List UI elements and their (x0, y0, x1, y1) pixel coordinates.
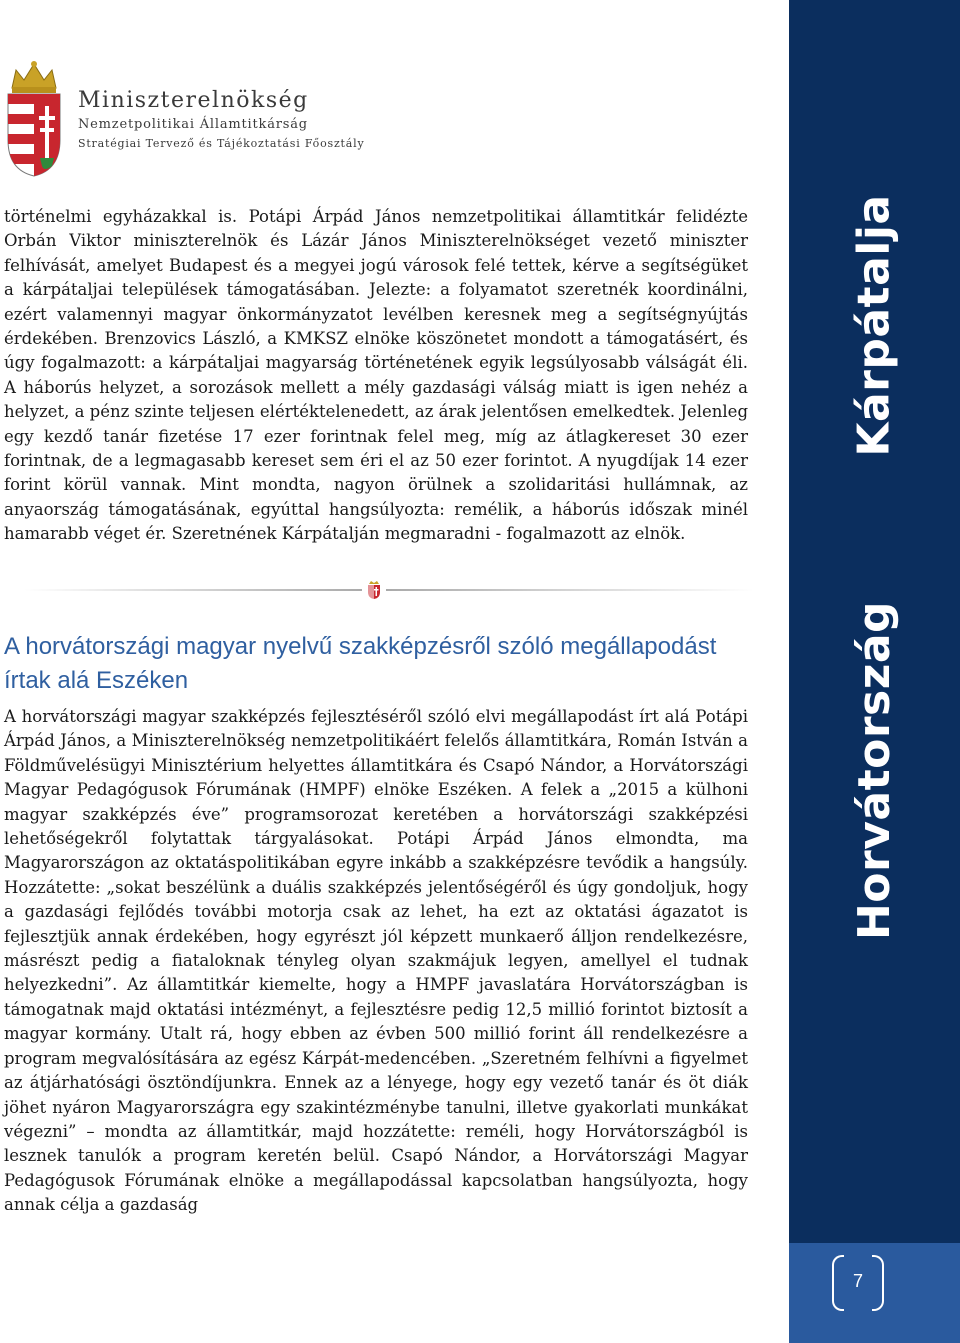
sidebar (789, 0, 960, 1343)
section-label-karpatalja: Kárpátalja (849, 193, 901, 457)
crest-icon (366, 580, 382, 600)
section-divider (24, 580, 754, 600)
organization-header (78, 88, 364, 152)
org-division: Stratégiai Tervező és Tájékoztatási Főosztály (78, 137, 365, 150)
page-number (832, 1255, 884, 1307)
org-name: Miniszterelnökség (78, 88, 309, 113)
article-karpatalja-body: történelmi egyházakkal is. Potápi Árpád János nemzetpolitikai államtitkár felidézte Orbán Viktor miniszterelnök és Lázár János Miniszterelnökséget vezető miniszter felhívását, amelyet Budapest és a megyei jogú városok felé tettek, kérve a segítségüket a kárpátaljai települések támogatásában. Jelezte: a folyamatot szeretnék koordinálni, ezért valamennyi magyar önkormányzatot levélben keresnek meg a segítségnyújtás érdekében. Brenzovics László, a KMKSZ elnöke köszönetet mondott a támogatásért, és úgy fogalmazott: a kárpátaljai magyarság történetének egyik legsúlyosabb válságát éli. A háborús helyzet, a sorozások mellett a mély gazdasági válság miatt is igen nehéz a helyzet, a pénz szinte teljesen elértéktelenedett, az árak jelentősen emelkedtek. Jelenleg egy kezdő tanár fizetése 17 ezer forintnak felel meg, míg az átlagkereset 30 ezer forintnak, de a legmagasabb kereset sem éri el az 50 ezer forintot. A nyugdíjak 14 ezer forint körül vannak. Mint mondta, nagyon örülnek a szolidaritási hullámnak, az anyaország támogatásának, egyúttal hangsúlyozta: remélik, a háborús időszak minél hamarabb véget ér. Szeretnének Kárpátalján megmaradni - fogalmazott az elnök. (4, 207, 749, 544)
org-department: Nemzetpolitikai Államtitkárság (78, 117, 308, 132)
coat-of-arms-logo (4, 60, 64, 178)
page-number-value: 7 (852, 1270, 863, 1291)
section-label-horvatorszag: Horvátország (849, 600, 901, 940)
article-heading: A horvátországi magyar nyelvű szakképzésről szóló megállapodást írtak alá Eszéken (4, 633, 717, 694)
article-horvatorszag-body: A horvátországi magyar szakképzés fejlesztéséről szóló elvi megállapodást írt alá Potápi Árpád János, a Miniszterelnökség nemzetpolitikáért felelős államtitkára, Román István a Földművelésügyi Minisztérium helyettes államtitkára és Csapó Nándor, a Horvátországi Magyar Pedagógusok Fórumának (HMPF) elnöke Eszéken. A felek a „2015 a külhoni magyar szakképzés éve” programsorozat keretében a horvátországi szakképzési lehetőségekről folytattak tárgyalásokat. Potápi Árpád János elmondta, ma Magyarországon az oktatáspolitikában egyre inkább a szakképzésre tevődik a hangsúly. Hozzátette: „sokat beszélünk a duális szakképzés jelentőségéről és úgy gondoljuk, hogy a gazdasági fejlődés további motorja csak az lehet, ha ezt az oktatási ágazatot is fejlesztjük annak érdekében, hogy egyrészt jól képzett munkaerő álljon rendelkezésre, másrészt pedig a fiataloknak tényleg olyan szakmájuk legyen, amellyel el tudnak helyezkedni”. Az államtitkár kiemelte, hogy a HMPF javaslatára Horvátországban is támogatnak majd oktatási intézményt, a fejlesztésre pedig 12,5 millió forintot biztosít a magyar kormány. Utalt rá, hogy ebben az évben 500 millió forint áll rendelkezésre a program megvalósítására az egész Kárpát-medencében. „Szeretném felhívni a figyelmet az átjárhatósági ösztöndíjunkra. Ennek az a lényege, hogy egy vezető tanár és öt diák jöhet nyáron Magyarországra egy szakintézménybe tanulni, illetve gyakorlati munkákat végezni” – mondta az államtitkár, majd hozzátette: reméli, hogy Horvátországból is lesznek tanulók a program keretén belül. Csapó Nándor, a Horvátországi Magyar Pedagógusok Fórumának elnöke a megállapodással kapcsolatban hangsúlyozta, hogy annak célja a gazdaság (4, 707, 748, 1215)
